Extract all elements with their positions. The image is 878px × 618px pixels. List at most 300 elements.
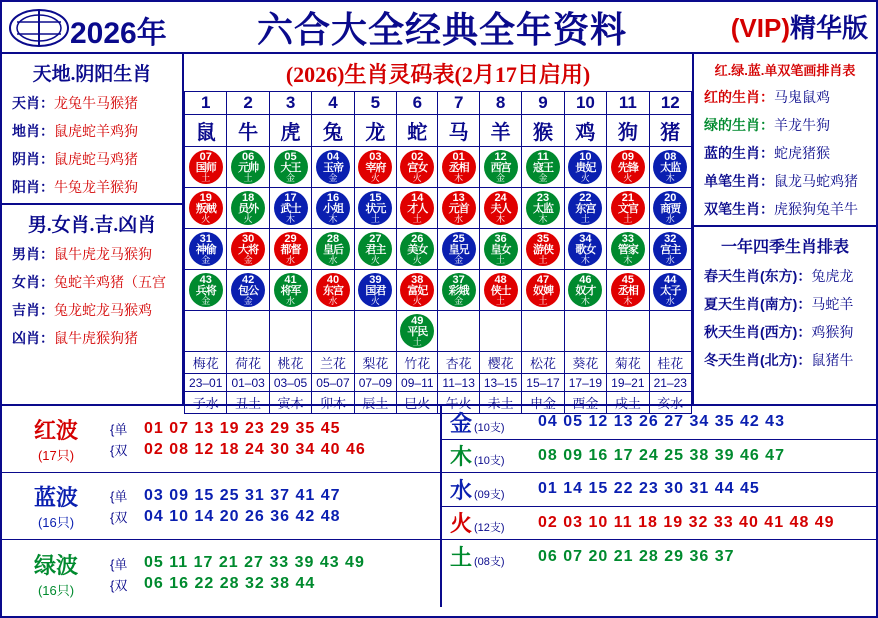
col-animal: 虎 [269,115,311,147]
col-animal: 羊 [479,115,521,147]
row-value: 鼠虎蛇羊鸡狗 [54,123,138,139]
ball-title: 员外 [238,202,259,215]
col-flower: 兰花 [312,352,354,374]
ball-element: 木 [665,172,675,183]
code-ball[interactable] [611,232,645,266]
ball-title: 太子 [660,284,681,297]
ball-number: 17 [284,191,297,204]
ball-number: 24 [494,191,507,204]
code-ball[interactable] [400,273,434,307]
odd-tag: {单 [110,489,128,504]
zodiac-cell [397,229,438,270]
code-ball[interactable] [611,150,645,184]
col-element: 辰土 [354,392,396,414]
ball-element: 木 [496,213,506,224]
code-ball[interactable] [526,232,560,266]
code-ball[interactable] [189,232,223,266]
ball-element: 金 [328,172,338,183]
zodiac-cell [227,229,269,270]
col-date: 09–11 [397,374,438,392]
code-ball[interactable] [316,273,350,307]
ball-element: 金 [243,295,253,306]
row-label: 双笔生肖： [704,201,774,217]
zodiac-cell [312,188,354,229]
code-ball[interactable] [526,191,560,225]
ball-title: 太监 [532,202,553,215]
ball-title: 宫女 [407,161,428,174]
code-ball[interactable] [400,314,434,348]
row-label: 夏天生肖(南方)： [704,296,812,312]
ball-title: 商贾 [660,202,681,215]
ball-element: 土 [370,213,380,224]
ball-number: 37 [452,273,465,286]
right-panel [694,54,876,404]
code-ball[interactable] [442,150,476,184]
col-number: 8 [479,92,521,115]
code-ball[interactable] [358,150,392,184]
ball-title: 国君 [365,284,386,297]
ball-number: 08 [664,150,677,163]
ball-title: 文官 [617,202,638,215]
ball-number: 36 [494,232,507,245]
code-ball[interactable] [442,191,476,225]
even-tag: {双 [110,577,128,593]
code-ball[interactable] [400,150,434,184]
code-ball[interactable] [358,273,392,307]
code-ball[interactable] [442,232,476,266]
code-ball[interactable] [568,150,602,184]
ball-title: 寇王 [532,161,553,174]
page-header [2,2,876,54]
code-ball[interactable] [231,150,265,184]
ball-title: 包公 [238,284,259,297]
ball-title: 小姐 [322,202,343,215]
col-number: 12 [649,92,691,115]
zodiac-cell [479,311,521,352]
code-ball[interactable] [484,150,518,184]
col-date: 13–15 [479,374,521,392]
ball-number: 01 [452,150,465,163]
ball-number: 04 [326,150,340,163]
ball-element: 火 [412,172,422,183]
ball-element: 土 [412,213,422,224]
ball-element: 火 [201,213,211,224]
col-date: 17–19 [564,374,606,392]
col-number: 7 [438,92,479,115]
code-ball[interactable] [316,232,350,266]
col-flower: 桂花 [649,352,691,374]
footer-tables [2,404,876,607]
zodiac-cell [522,229,564,270]
zodiac-cell [522,270,564,311]
col-flower: 梨花 [354,352,396,374]
left-row [6,117,178,145]
row-value: 蛇虎猪猴 [774,145,830,161]
ball-element: 木 [580,254,590,265]
col-element: 巳火 [397,392,438,414]
col-flower: 荷花 [227,352,269,374]
wave-line-odd [110,485,440,506]
ball-number: 34 [579,232,592,245]
element-table [442,406,876,607]
col-animal: 鼠 [185,115,227,147]
code-ball[interactable] [316,191,350,225]
zodiac-cell [438,311,479,352]
col-animal: 牛 [227,115,269,147]
ball-title: 状元 [365,202,386,215]
ball-element: 木 [580,295,590,306]
ball-title: 丞相 [617,284,638,297]
zodiac-cell [227,147,269,188]
wave-line-odd [110,553,440,574]
code-ball[interactable] [484,191,518,225]
ball-number: 44 [664,273,677,286]
odd-tag: {单 [110,556,128,572]
row-value: 虎猴狗兔羊牛 [774,201,858,217]
ball-number: 19 [199,191,212,204]
zodiac-cell [479,270,521,311]
code-ball[interactable] [316,150,350,184]
zodiac-cell [354,147,396,188]
right-row [698,290,872,318]
ball-title: 太监 [660,161,681,174]
col-element: 子水 [185,392,227,414]
zodiac-cell [354,229,396,270]
row-label: 凶肖： [12,330,54,346]
left-row [6,296,178,324]
row-label: 春天生肖(东方)： [704,268,812,284]
ball-number: 25 [452,232,465,245]
col-number: 3 [269,92,311,115]
odd-numbers: 05 11 17 21 27 33 39 43 49 [144,554,365,571]
code-ball[interactable] [568,232,602,266]
wave-name: 红波 [33,418,78,443]
code-ball[interactable] [274,191,308,225]
zodiac-cell [227,311,269,352]
element-numbers: 04 05 12 13 26 27 34 35 42 43 [538,413,785,431]
code-ball[interactable] [358,191,392,225]
ball-element: 水 [665,254,675,265]
ball-element: 水 [328,295,338,306]
ball-number: 39 [369,273,382,286]
element-count: (10支) [474,455,505,468]
ball-number: 31 [199,232,212,245]
row-value: 兔虎龙 [811,268,854,284]
zodiac-cell [397,188,438,229]
wave-numbers [110,418,440,460]
col-number: 11 [607,92,649,115]
table-row-balls [185,188,692,229]
ball-title: 宫主 [660,243,681,256]
ball-number: 43 [199,273,212,286]
code-ball[interactable] [653,232,687,266]
ball-number: 49 [411,314,424,327]
ball-element: 土 [580,213,590,224]
code-ball[interactable] [231,232,265,266]
col-flower: 葵花 [564,352,606,374]
zodiac-cell [564,229,606,270]
ball-title: 才人 [407,202,428,215]
ball-title: 歌女 [575,243,596,256]
code-ball[interactable] [568,273,602,307]
col-date: 11–13 [438,374,479,392]
zodiac-cell [397,270,438,311]
element-label [442,541,538,572]
zodiac-cell [607,147,649,188]
ball-title: 皇后 [322,243,343,256]
ball-element: 金 [454,295,464,306]
element-label [442,407,538,438]
code-ball[interactable] [189,191,223,225]
ball-number: 30 [242,232,255,245]
even-numbers: 02 08 12 18 24 30 34 40 46 [144,440,366,458]
table-row-animals [185,115,692,147]
code-ball[interactable] [653,273,687,307]
zodiac-cell [607,188,649,229]
ball-element: 火 [412,254,422,265]
zodiac-cell [269,188,311,229]
code-ball[interactable] [189,273,223,307]
row-value: 鼠猪牛 [811,352,854,368]
code-ball[interactable] [568,191,602,225]
row-label: 男肖： [12,246,54,262]
ball-element: 水 [454,213,464,224]
vip-badge [731,8,868,45]
col-element: 戌土 [607,392,649,414]
zodiac-cell [607,270,649,311]
ball-element: 金 [243,254,253,265]
wave-label [2,414,110,464]
ball-element: 金 [286,172,296,183]
row-label: 阴肖： [12,151,54,167]
table-row-numbers [185,92,692,115]
element-row [442,406,876,440]
wave-count: (17只) [37,448,75,463]
row-value: 鸡猴狗 [811,324,854,340]
code-ball[interactable] [484,273,518,307]
ball-number: 33 [621,232,634,245]
ball-title: 富妃 [407,284,428,297]
code-ball[interactable] [526,273,560,307]
ball-number: 22 [579,191,592,204]
row-label: 红的生肖： [704,89,774,105]
ball-element: 水 [665,295,675,306]
element-count: (09支) [474,488,505,501]
zodiac-cell [312,147,354,188]
ball-element: 土 [201,172,211,183]
col-flower: 杏花 [438,352,479,374]
col-animal: 鸡 [564,115,606,147]
ball-element: 火 [370,295,380,306]
left-row [6,240,178,268]
ball-number: 32 [664,232,677,245]
col-flower: 桃花 [269,352,311,374]
code-ball[interactable] [484,232,518,266]
ball-title: 叛贼 [195,202,216,215]
col-number: 10 [564,92,606,115]
zodiac-cell [354,270,396,311]
table-row-balls [185,147,692,188]
ball-element: 火 [370,172,380,183]
code-ball[interactable] [189,150,223,184]
ball-number: 20 [664,191,677,204]
code-ball[interactable] [274,232,308,266]
col-date: 07–09 [354,374,396,392]
wave-line-odd [110,418,440,439]
code-ball[interactable] [274,150,308,184]
ball-element: 土 [496,254,506,265]
wave-row [2,540,440,607]
zodiac-cell [649,270,691,311]
left-panel [2,54,184,404]
wave-row [2,406,440,473]
element-name: 土 [450,545,473,571]
code-ball[interactable] [231,191,265,225]
col-element: 亥水 [649,392,691,414]
col-animal: 马 [438,115,479,147]
ball-element: 木 [623,295,633,306]
code-ball[interactable] [442,273,476,307]
row-label: 绿的生肖： [704,117,774,133]
table-row-dates [185,374,692,392]
col-animal: 猴 [522,115,564,147]
ball-number: 40 [326,273,340,286]
ball-element: 木 [623,254,633,265]
code-ball[interactable] [611,273,645,307]
ball-element: 火 [623,172,633,183]
even-numbers: 06 16 22 28 32 38 44 [144,575,316,592]
row-label: 地肖： [12,123,54,139]
element-count: (12支) [474,522,505,535]
ball-number: 14 [411,191,424,204]
element-name: 水 [450,477,473,503]
ball-element: 土 [496,295,506,306]
ball-element: 土 [243,172,253,183]
code-ball[interactable] [400,191,434,225]
table-row-balls [185,270,692,311]
zodiac-cell [564,147,606,188]
col-element: 申金 [522,392,564,414]
col-number: 1 [185,92,227,115]
wave-table [2,406,442,607]
zodiac-cell [397,311,438,352]
row-value: 鼠龙马蛇鸡猪 [774,173,858,189]
ball-element: 火 [370,254,380,265]
wave-count: (16只) [37,582,75,598]
zodiac-code-table [184,91,692,414]
wave-name: 蓝波 [33,485,78,510]
element-row [442,440,876,474]
col-number: 6 [397,92,438,115]
zodiac-cell [269,229,311,270]
ball-element: 火 [243,213,253,224]
element-numbers: 02 03 10 11 18 19 32 33 40 41 48 49 [538,513,835,531]
ball-element: 水 [328,254,338,265]
wave-line-even [110,439,440,460]
code-ball[interactable] [400,232,434,266]
ball-title: 将军 [280,284,301,297]
right-row [698,346,872,374]
col-date: 21–23 [649,374,691,392]
zodiac-cell [564,270,606,311]
code-ball[interactable] [274,273,308,307]
zodiac-cell [185,270,227,311]
row-label: 蓝的生肖： [704,145,774,161]
right-heading-2: 一年四季生肖排表 [720,239,849,256]
ball-number: 07 [199,150,212,163]
year-title: 2026年 [70,17,167,50]
ball-title: 贵妃 [575,161,596,174]
row-value: 兔蛇羊鸡猪（五宫 [54,274,166,290]
col-flower: 竹花 [397,352,438,374]
code-ball[interactable] [358,232,392,266]
brand-logo-icon [8,8,70,48]
ball-number: 48 [494,273,507,286]
zodiac-cell [607,229,649,270]
ball-element: 木 [328,213,338,224]
zodiac-cell [185,147,227,188]
ball-number: 45 [621,273,634,286]
ball-element: 金 [201,254,211,265]
row-value: 鼠虎蛇马鸡猪 [54,151,138,167]
even-tag: {双 [110,510,128,525]
ball-element: 土 [538,295,548,306]
left-row [6,268,178,296]
col-number: 4 [312,92,354,115]
code-ball[interactable] [653,191,687,225]
row-value: 鼠牛虎龙马猴狗 [54,246,152,262]
row-label: 冬天生肖(北方)： [704,352,812,368]
zodiac-cell [438,188,479,229]
ball-title: 丞相 [448,161,469,174]
ball-number: 10 [579,150,592,163]
ball-number: 42 [242,273,255,286]
col-element: 午火 [438,392,479,414]
element-name: 火 [450,511,473,537]
ball-title: 先锋 [617,161,638,174]
ball-element: 火 [580,172,590,183]
ball-title: 皇兄 [448,243,469,256]
zodiac-cell [354,188,396,229]
zodiac-cell [479,229,521,270]
col-element: 未土 [479,392,521,414]
ball-title: 游侠 [532,243,553,256]
col-element: 酉金 [564,392,606,414]
col-flower: 菊花 [607,352,649,374]
table-row-flowers [185,352,692,374]
code-ball[interactable] [526,150,560,184]
code-ball[interactable] [653,150,687,184]
zodiac-cell [522,147,564,188]
element-label [442,440,538,471]
col-element: 丑土 [227,392,269,414]
ball-title: 大王 [280,161,301,174]
zodiac-cell [312,229,354,270]
row-label: 吉肖： [12,302,54,318]
ball-element: 水 [286,295,296,306]
code-ball[interactable] [611,191,645,225]
zodiac-cell [354,311,396,352]
ball-number: 27 [369,232,382,245]
col-animal: 兔 [312,115,354,147]
code-ball[interactable] [231,273,265,307]
zodiac-cell [522,311,564,352]
ball-number: 15 [369,191,382,204]
col-animal: 狗 [607,115,649,147]
wave-count: (16只) [37,515,75,530]
ball-number: 11 [537,150,549,163]
row-label: 女肖： [12,274,54,290]
